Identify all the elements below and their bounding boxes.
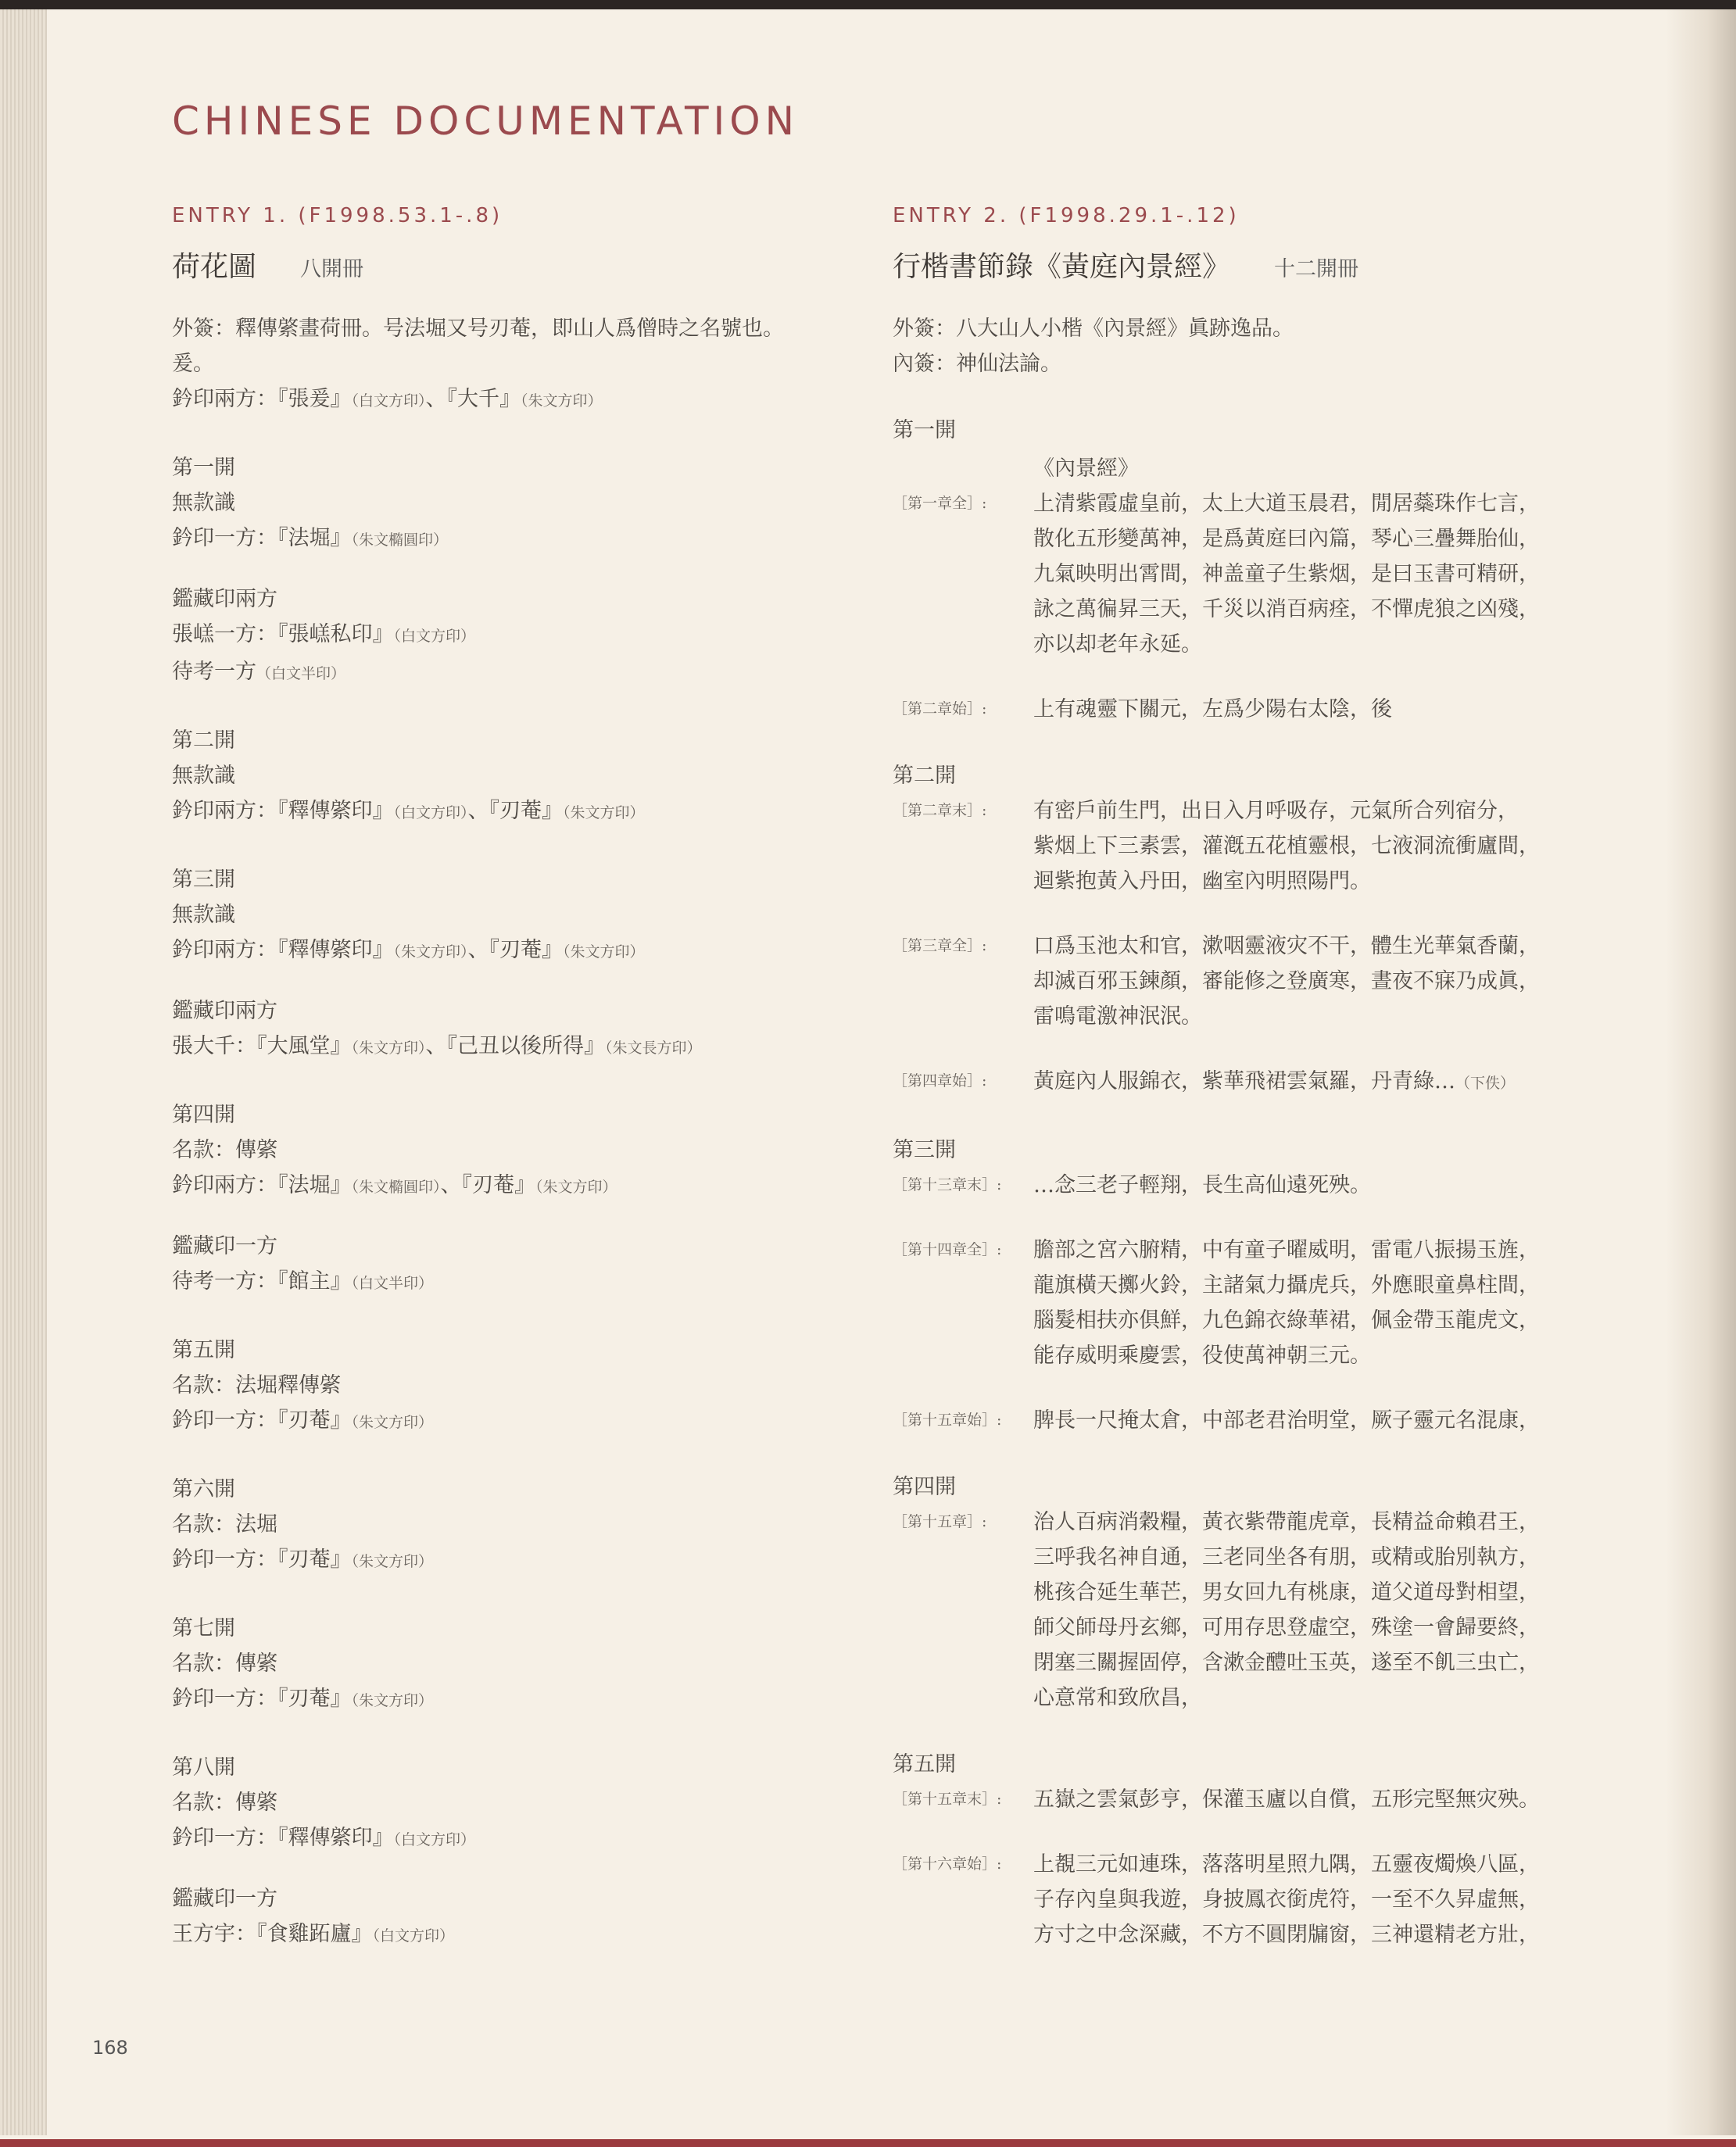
block-line: [172, 654, 860, 692]
page-title: CHINESE DOCUMENTATION: [172, 98, 800, 144]
seal-note: （朱文方印）: [535, 1179, 617, 1196]
passage: [893, 1403, 1596, 1438]
block-title: [172, 1097, 860, 1133]
chapter-tag: ［第十五章］:: [893, 1513, 987, 1530]
leaf-block: [172, 1750, 860, 1858]
line-text: 第一開: [172, 456, 235, 480]
passage-line: 雷鳴電激神泯泯。: [1033, 1004, 1202, 1029]
chapter-tag: ［第十六章始］:: [893, 1855, 1002, 1873]
passage-text: [1033, 1168, 1596, 1203]
seal-note: （朱文方印）: [351, 1553, 434, 1570]
seal-note: （朱文長方印）: [605, 1040, 702, 1057]
line-text: 無款識: [172, 491, 235, 515]
seal-note: （朱文方印）: [351, 1692, 434, 1709]
seal-note: （朱文方印）: [393, 943, 468, 961]
book-spine-edge: [0, 0, 1736, 9]
passage-text: [1033, 1403, 1596, 1438]
intro-line: 外簽：八大山人小楷《內景經》眞跡逸品。: [893, 317, 1294, 341]
line-text: 待考一方：『館主』: [172, 1269, 352, 1294]
passage-line: 閉塞三關握固停，含漱金醴吐玉英，遂至不飢三虫亡，: [1033, 1651, 1540, 1675]
leaf-title: 第三開: [893, 1138, 956, 1162]
line-text: 無款識: [172, 764, 235, 788]
passage-line: 散化五形變萬神，是爲黃庭曰內篇，琴心三疊舞胎仙，: [1033, 527, 1540, 551]
passage-line: [1033, 1064, 1596, 1101]
line-text: 鈐印兩方：『法堀』: [172, 1173, 352, 1197]
seal-note: （白文方印）: [351, 392, 426, 410]
block-line: [172, 1681, 860, 1719]
block-title: [172, 723, 860, 758]
line-text: 王方宇：『食雞跖廬』: [172, 1922, 373, 1946]
block-line: [172, 1403, 860, 1440]
passage: [893, 692, 1596, 727]
passage: [893, 1782, 1596, 1817]
line-text-cont: 、『刃菴』: [467, 938, 564, 962]
entry-1-heading: ENTRY 1. (F1998.53.1-.8): [172, 204, 503, 227]
line-text: 名款：傳綮: [172, 1651, 277, 1676]
block-line: [172, 897, 860, 932]
block-line: [172, 485, 860, 521]
passage-line: 迴紫抱黃入丹田，幽室內明照陽門。: [1033, 869, 1371, 893]
collector-seal-block: [172, 581, 860, 692]
passage-text: [1033, 1782, 1596, 1817]
seal-note: （朱文方印）: [563, 943, 645, 961]
entry-2-intro: [893, 311, 1596, 381]
passage-line: 九氣映明出霄間，神盖童子生紫烟，是曰玉書可精研，: [1033, 562, 1540, 586]
seal-note: （白文方印）: [393, 1831, 476, 1848]
leaf-title: 第五開: [893, 1752, 956, 1777]
entry-1-column: [172, 202, 860, 1954]
line-text: 名款：傳綮: [172, 1138, 277, 1162]
passage-line: 師父師母丹玄鄉，可用存思登虛空，殊塗一會歸要終，: [1033, 1616, 1540, 1640]
passage-line: 龍旗橫天擲火鈴，主諸氣力攝虎兵，外應眼童鼻柱間，: [1033, 1273, 1540, 1297]
intro-line: 內簽：神仙法論。: [893, 352, 1061, 376]
passage-line: 腦髮相扶亦俱鮮，九色錦衣綠華裙，佩金帶玉龍虎文，: [1033, 1308, 1540, 1333]
block-line: [172, 1368, 860, 1403]
seal-note: （朱文橢圓印）: [351, 1179, 441, 1196]
entry-1-title-text: 荷花圖: [172, 251, 257, 283]
passage-line: 膽部之宮六腑精，中有童子曜威明，雷電八振揚玉旌，: [1033, 1238, 1540, 1262]
page-number: 168: [92, 2037, 128, 2059]
entry-2-heading: ENTRY 2. (F1998.29.1-.12): [893, 204, 1240, 227]
collector-seal-block: [172, 1229, 860, 1301]
collector-seal-block: [172, 993, 860, 1066]
line-text: 第七開: [172, 1616, 235, 1641]
block-title: [172, 581, 860, 617]
leaf-title: 第二開: [893, 764, 956, 788]
block-line: [172, 1646, 860, 1681]
passage-line: …念三老子輕翔，長生高仙遠死殃。: [1033, 1173, 1371, 1197]
chapter-tag: ［第十四章全］:: [893, 1241, 1002, 1258]
book-gutter: [1666, 9, 1736, 2135]
line-text: 第五開: [172, 1338, 235, 1362]
entry-2-format: 十二開冊: [1274, 257, 1359, 281]
entry-2-work-title: [893, 247, 1596, 288]
line-text: 鈐印一方：『刃菴』: [172, 1548, 352, 1572]
line-text: 鈐印一方：『刃菴』: [172, 1408, 352, 1433]
chapter-tag: ［第四章始］:: [893, 1072, 987, 1090]
entry-1-work-title: [172, 247, 860, 288]
block-line: [172, 521, 860, 558]
line-text: 第三開: [172, 868, 235, 892]
block-line: [172, 1542, 860, 1580]
entry-1-format: 八開冊: [300, 257, 364, 281]
line-text: 鑑藏印一方: [172, 1234, 277, 1258]
block-line: [172, 793, 860, 831]
line-text: 鑑藏印一方: [172, 1887, 277, 1911]
passage: [893, 1847, 1596, 1952]
seal-note: （朱文方印）: [351, 1040, 426, 1057]
intro-line: 爰。: [172, 352, 214, 376]
leaf-block: [172, 1333, 860, 1440]
passage-line: 詠之萬徧昇三天，千災以消百病痊，不憚虎狼之凶殘，: [1033, 597, 1540, 621]
block-title: [172, 1881, 860, 1916]
passage: [893, 1064, 1596, 1101]
passage-text: [1033, 692, 1596, 727]
block-line: [172, 1916, 860, 1954]
block-title: [172, 862, 860, 897]
passage-text: [1033, 486, 1596, 662]
passage-line: 子存內皇與我遊，身披鳳衣銜虎符，一至不久昇虛無，: [1033, 1888, 1540, 1912]
chapter-tag: ［第二章末］:: [893, 802, 987, 819]
line-text: 待考一方: [172, 660, 256, 684]
passage: [893, 1233, 1596, 1373]
leaf-title: 第四開: [893, 1475, 956, 1499]
passage: [893, 929, 1596, 1034]
line-text: 鈐印一方：『刃菴』: [172, 1687, 352, 1711]
passage-line: 上覩三元如連珠，落落明星照九隅，五靈夜燭煥八區，: [1033, 1852, 1540, 1877]
entry-2-title-text: 行楷書節錄《黃庭內景經》: [893, 251, 1231, 283]
line-text: 鈐印兩方：『張爰』: [172, 387, 352, 411]
leaf-block: [172, 862, 860, 970]
block-title: [172, 1611, 860, 1646]
seal-note: （朱文橢圓印）: [351, 531, 449, 549]
passage-line: 三呼我名神自通，三老同坐各有朋，或精或胎別執方，: [1033, 1545, 1540, 1569]
line-text: 名款：法堀釋傳綮: [172, 1373, 341, 1397]
intro-line: 外簽：釋傳綮畫荷冊。号法堀又号刃菴，即山人爲僧時之名號也。: [172, 317, 784, 341]
block-title: [172, 993, 860, 1029]
line-text: 第八開: [172, 1755, 235, 1780]
entry-1-body: [172, 311, 860, 1954]
block-line: [172, 932, 860, 970]
leaf-block: [172, 1097, 860, 1205]
entry-2-body: [893, 311, 1596, 1952]
passage-text: [1033, 1505, 1596, 1716]
seal-note: （白文半印）: [351, 1275, 434, 1292]
line-text: 第二開: [172, 728, 235, 753]
line-text: 黃庭內人服錦衣，紫華飛裙雲氣羅，丹青綠…: [1033, 1069, 1455, 1093]
passage-line: 上清紫霞虛皇前，太上大道玉晨君，閒居蘂珠作七言，: [1033, 492, 1540, 516]
block-line: [172, 1029, 860, 1066]
block-title: [172, 1333, 860, 1368]
chapter-tag: ［第十五章始］:: [893, 1412, 1002, 1429]
block-line: [172, 617, 860, 654]
leaf-block: [172, 1611, 860, 1719]
passage-line: 能存威明乘慶雲，役使萬神朝三元。: [1033, 1344, 1371, 1368]
line-text-cont: 、『刃菴』: [467, 799, 564, 823]
line-text: 名款：法堀: [172, 1512, 277, 1537]
line-text: 名款：傳綮: [172, 1791, 277, 1815]
block-line: [172, 1264, 860, 1301]
chapter-tag: ［第一章全］:: [893, 495, 987, 512]
intro-line: [172, 381, 860, 419]
passage: [893, 1168, 1596, 1203]
leaf-block: [172, 1472, 860, 1580]
passage-text: [1033, 793, 1596, 899]
seal-note: （朱文方印）: [351, 1414, 434, 1431]
seal-note: （白文方印）: [393, 804, 468, 821]
chapter-tag: ［第二章始］:: [893, 700, 987, 717]
line-text-cont: 、『大千』: [425, 387, 521, 411]
passage-text: [1033, 929, 1596, 1034]
passage: [893, 1505, 1596, 1716]
line-text: 鑑藏印兩方: [172, 999, 277, 1023]
leaf-block: [172, 450, 860, 558]
passage-line: 桃孩合延生華芒，男女回九有桃康，道父道母對相望，: [1033, 1580, 1540, 1605]
passage-line: 口爲玉池太和官，漱咽靈液灾不干，體生光華氣香蘭，: [1033, 934, 1540, 958]
passage-line: 却滅百邪玉鍊顏，審能修之登廣寒，晝夜不寐乃成眞，: [1033, 969, 1540, 993]
collector-seal-block: [172, 1881, 860, 1954]
passage-line: 心意常和致欣昌，: [1033, 1686, 1202, 1710]
line-text: 鈐印一方：『法堀』: [172, 526, 352, 550]
seal-note: （白文方印）: [393, 628, 476, 645]
leaf-block: [172, 723, 860, 831]
block-line: [172, 1168, 860, 1205]
block-line: [172, 1507, 860, 1542]
passage-text: [1033, 1847, 1596, 1952]
passage-line: 五嶽之雲氣彭亨，保灌玉廬以自償，五形完堅無灾殃。: [1033, 1787, 1540, 1812]
block-title: [172, 1750, 860, 1785]
bottom-edge: [0, 2139, 1736, 2147]
passage-line: 脾長一尺掩太倉，中部老君治明堂，厥子靈元名混康，: [1033, 1408, 1540, 1433]
line-text-cont: 、『刃菴』: [440, 1173, 536, 1197]
passage-line: 亦以却老年永延。: [1033, 632, 1202, 657]
block-line: [172, 1785, 860, 1820]
chapter-tag: ［第三章全］:: [893, 937, 987, 954]
lacuna-note: （下佚）: [1455, 1075, 1516, 1092]
line-text: 鑑藏印兩方: [172, 587, 277, 611]
seal-note: （朱文方印）: [563, 804, 645, 821]
entry-2-column: [893, 202, 1596, 1952]
entry-1-intro: [172, 311, 860, 419]
seal-note: （白文方印）: [372, 1927, 455, 1945]
block-title: [172, 1472, 860, 1507]
chapter-tag: ［第十五章末］:: [893, 1791, 1002, 1808]
text-subtitle: 《內景經》: [1033, 456, 1139, 481]
line-text-cont: 、『己丑以後所得』: [425, 1034, 606, 1058]
line-text: 第六開: [172, 1477, 235, 1501]
passage: [893, 793, 1596, 899]
passage-line: 治人百病消穀糧，黃衣紫帶龍虎章，長精益命賴君王，: [1033, 1510, 1540, 1534]
passage-text: [1033, 1064, 1596, 1101]
line-text: 鈐印兩方：『釋傳綮印』: [172, 938, 394, 962]
passage: [893, 486, 1596, 662]
block-title: [172, 1229, 860, 1264]
seal-note: （白文半印）: [256, 665, 346, 682]
leaf-title: 第一開: [893, 418, 956, 442]
block-title: [172, 450, 860, 485]
line-text: 第四開: [172, 1103, 235, 1127]
passage-line: 紫烟上下三素雲，灌漑五花植靈根，七液洞流衝廬間，: [1033, 834, 1540, 858]
block-line: [172, 1133, 860, 1168]
line-text: 鈐印兩方：『釋傳綮印』: [172, 799, 394, 823]
passage-line: 方寸之中念深藏，不方不圓閉牖窗，三神還精老方壯，: [1033, 1923, 1540, 1947]
line-text: 張㟱一方：『張㟱私印』: [172, 622, 394, 646]
seal-note: （朱文方印）: [521, 392, 603, 410]
page-edges: [0, 9, 47, 2135]
block-line: [172, 758, 860, 793]
passage-line: 上有魂靈下關元，左爲少陽右太陰，後: [1033, 697, 1392, 721]
passage-line: 有密戶前生門，出日入月呼吸存，元氣所合列宿分，: [1033, 799, 1519, 823]
line-text: 鈐印一方：『釋傳綮印』: [172, 1826, 394, 1850]
line-text: 張大千：『大風堂』: [172, 1034, 352, 1058]
chapter-tag: ［第十三章末］:: [893, 1176, 1002, 1193]
block-line: [172, 1820, 860, 1858]
line-text: 無款識: [172, 903, 235, 927]
passage-text: [1033, 1233, 1596, 1373]
